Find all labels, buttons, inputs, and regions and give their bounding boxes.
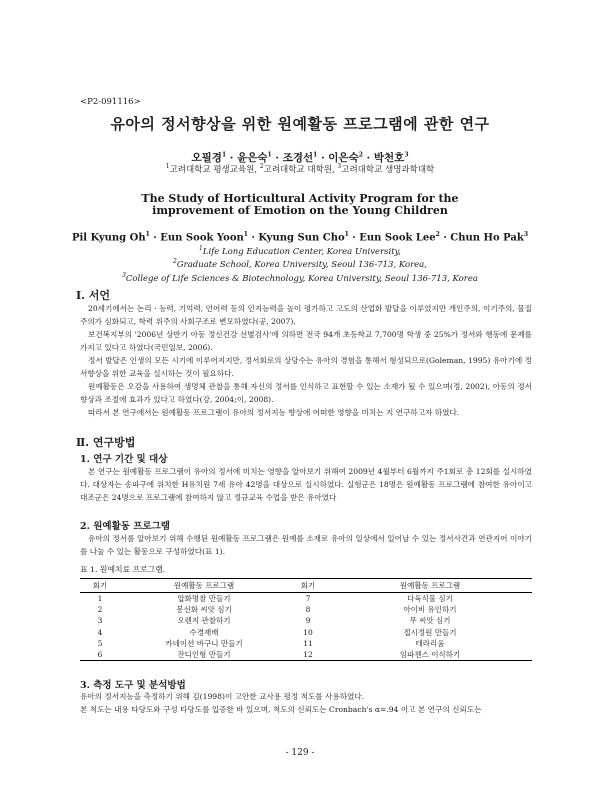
affiliations-korean: $^1$고려대학교 평생교육원, $^2$고려대학교 대학원, $^3$고려대학교 생명과학대학 [165,163,435,175]
activity-cell: 임파첸스 이식하기 [328,649,532,661]
session-cell: 7 [305,594,311,604]
session-cell: 2 [97,605,103,615]
title-english: The Study of Horticultural Activity Program for the improvement of Emotion on the Young Children [141,192,459,217]
intro-paragraph: 20세기에서는 논리 · 능력, 기억력, 언어력 등의 인지능력을 높이 평가하고 고도의 산업화 발달을 이루었지만 개인주의, 이기주의, 물질주의가 심화되고, 학력 위주의 사회구조로 변모하였다(공, 2007). [80,304,532,326]
section-heading-intro: Ⅰ. 서언 [76,289,111,302]
activity-cell: 테라리움 [415,638,445,648]
intro-paragraph: 보건복지부의 '2006년 상반기 아동 정신건강 선별검사'에 의하면 전국 94개 초등학교 7,700명 학생 중 25%가 정서와 행동에 문제를 가지고 있다고 하였다(국민일보, 2006). [80,330,532,352]
table-header-cell: 회기 [288,579,328,593]
session-cell: 9 [305,616,311,626]
session-cell: 1 [97,594,103,604]
session-cell: 5 [97,638,103,648]
paper-code: <P2-091116> [80,97,141,107]
table-row [80,615,532,626]
title-korean: 유아의 정서향상을 위한 원예활동 프로그램에 관한 연구 [110,115,490,133]
table-row [80,638,532,649]
session-cell: 3 [97,616,103,626]
table-header-cell: 회기 [80,579,120,593]
author-ko-2: 윤은숙$^1$ [237,151,272,164]
measurement-paragraph: 유아의 정서지능을 측정하기 위해 김(1998)이 고안한 교사용 평정 척도를 사용하였다. [80,692,365,701]
author-ko-1: 오필경$^1$ [191,151,227,164]
activity-cell: 잔디인형 만들기 [120,649,288,661]
activity-cell: 무 씨앗 심기 [409,616,451,626]
table-row [80,593,532,605]
activity-cell: 접시정원 만들기 [403,627,457,637]
activity-cell: 카네이션 바구니 만들기 [165,638,243,648]
intro-paragraph: 정서 발달은 인생의 모든 시기에 이루어지지만, 정서회로의 상당수는 유아의 경험을 통해서 형성되므로(Goleman, 1995) 유아기에 정서향상을 위한 교육을 실시하는 것이 필요하다. [80,356,532,378]
table-row [80,649,532,661]
table-caption: 표 1. 원예치료 프로그램. [80,565,166,574]
intro-paragraph: 원예활동은 오감을 사용하여 생명체 관찰을 통해 자신의 정서를 인식하고 표현할 수 있는 소재가 될 수 있으며(정, 2002), 아동의 정서향상과 조절에 효과가 있다고 하였다(강, 2004;이, 2008). [80,382,532,404]
activity-cell: 압화명찰 만들기 [177,594,231,604]
program-body [80,532,532,558]
session-cell: 10 [303,627,313,637]
activity-cell: 봉선화 씨앗 심기 [176,605,232,615]
subsection-heading-program: 2. 원예활동 프로그램 [80,521,170,532]
program-table [80,578,532,661]
authors-english: Pil Kyung $Oh^1$ · Eun Sook Yoon$^1$ · Kyung Sun Cho$^1$ · Eun Sook Lee$^2$ · Chun Ho Pak$^3$ [71,231,528,244]
session-cell: 11 [303,638,313,648]
author-ko-4: 이은숙$^2$ [328,151,363,164]
session-cell: 6 [80,649,120,661]
subsection-heading-period: 1. 연구 기간 및 대상 [80,454,168,465]
session-cell: 4 [97,627,103,637]
affiliations-english: $^1$Life Long Education Center, Korea University, $^2$Graduate School, Korea University, Seoul 136-713, Korea, $^3$College of Life Sciences & Biotechnology, Korea University, Seoul 136-713, Korea [122,245,478,284]
page-number: - 129 - [285,748,315,758]
activity-cell: 오렌지 관찰하기 [177,616,231,626]
section-heading-methods: Ⅱ. 연구방법 [76,436,136,449]
author-ko-3: 조경선$^1$ [282,151,318,164]
activity-cell: 수경재배 [189,627,219,637]
period-paragraph: 본 연구는 원예활동 프로그램이 유아의 정서에 미치는 영향을 알아보기 위해여 2009년 4월부터 6월까지 주1회로 총 12회를 실시하였다. 대상자는 송파구에 위치한 H유치원 7세 유아 42명을 대상으로 실시하였다. 실험군은 18명은 원예활동 프로그램에 참여한 유아이고 대조군은 24명으로 프로그램에 참여하지 않고 정규교육 수업을 받은 유아였다 [80,467,532,502]
intro-paragraph: 따라서 본 연구에서는 원예활동 프로그램이 유아의 정서지능 향상에 어떠한 영향을 미치는 지 연구하고자 하였다. [88,408,460,417]
authors-korean: 오필경$^1$ · 윤은숙$^1$ · 조경선$^1$ · 이은숙$^2$ · 박천호$^3$ [191,151,409,164]
author-ko-5: 박천호$^3$ [373,151,409,164]
intro-body [80,302,532,419]
measurement-body [80,690,532,716]
table-header-cell: 원예활동 프로그램 [120,579,288,593]
measurement-paragraph: 본 척도는 내용 타당도와 구성 타당도를 입증한 바 있으며, 척도의 신뢰도는 Cronbach's α=.94 이고 본 연구의 신뢰도는 [80,705,482,714]
session-cell: 12 [288,649,328,661]
activity-cell: 다육식물 심기 [407,594,453,604]
subsection-heading-measurement: 3. 측정 도구 및 분석방법 [80,680,186,691]
period-body [80,465,532,504]
table-header-row [80,579,532,593]
table-header-cell: 원예활동 프로그램 [328,579,532,593]
session-cell: 8 [305,605,311,615]
table-row [80,627,532,638]
table-row [80,604,532,615]
program-paragraph: 유아의 정서를 알아보기 위해 수행된 원예활동 프로그램은 원예를 소재로 유아의 일상에서 일어날 수 있는 정서사건과 연관지어 이야기를 나눌 수 있는 활동으로 구성하였다(표 1). [80,534,532,556]
activity-cell: 아이비 유인하기 [403,605,457,615]
